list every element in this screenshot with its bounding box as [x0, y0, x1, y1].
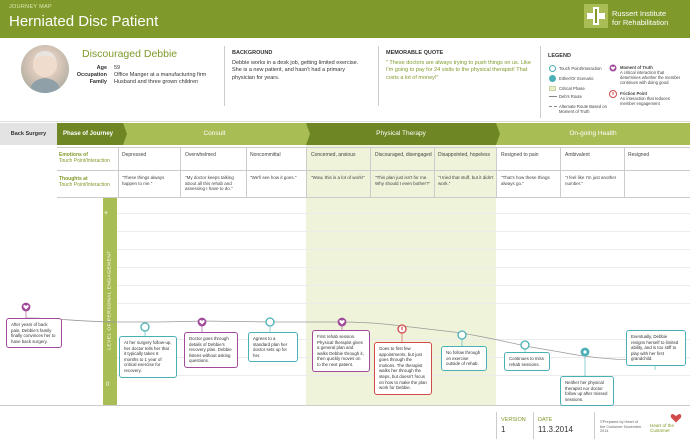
age-label: Age	[96, 65, 107, 71]
emotion-cell: Depressed	[122, 152, 147, 158]
emotion-cell: Disappointed, hopeless	[438, 152, 490, 158]
touchpoint-callout: At her surgery follow-up, her doctor tells her that it typically takes 6 months to 1 year of critical exercise for recovery.	[119, 336, 177, 378]
touchpoint-callout: Doctor goes through details of Debbie's recovery plan. Debbie listens without asking questions.	[184, 332, 238, 368]
legend-moment-of-truth: Moment of Truth	[620, 65, 653, 70]
legend-debs-route: Deb's Route	[559, 94, 582, 99]
touchpoint-icon	[140, 322, 150, 332]
either-or-icon	[580, 347, 590, 357]
touchpoint-icon	[265, 317, 275, 327]
touchpoint-icon	[520, 340, 530, 350]
touchpoint-callout: First rehab session. Physical therapist gives a general plan and walks Debbie through it, then quickly moves on to the next patient.	[312, 330, 370, 372]
family-value: Husband and three grown children	[114, 79, 199, 85]
engagement-plus: +	[104, 210, 109, 217]
version-value: 1	[501, 425, 506, 434]
touchpoint-callout: Eventually, Debbie resigns herself to limited ability, and is too stiff to play with her first grandchild.	[626, 330, 686, 366]
legend-title: LEGEND	[548, 53, 571, 59]
thought-cell: "My doctor keeps talking about all this rehab and assessing I have to do."	[185, 175, 234, 192]
brand-name: Heart of the Customer	[650, 423, 675, 434]
legend-touchpoint: Touch Point/Interaction	[559, 66, 602, 71]
friction-point-icon	[397, 324, 407, 334]
heart-logo-icon	[670, 413, 682, 423]
legend-friction-point: Friction Point	[620, 91, 647, 96]
emotion-cell: Discouraged, disengaged	[375, 152, 432, 158]
engagement-axis-label: LEVEL OF PERSONAL ENGAGEMENT	[107, 250, 113, 350]
map-kicker: JOURNEY MAP	[9, 4, 52, 10]
thoughts-label-2: Touch Point/Interaction	[59, 182, 110, 188]
thought-cell: "I tried that stuff, but it didn't work."	[438, 175, 494, 186]
thought-cell: "We'll see how it goes."	[250, 175, 297, 180]
occupation-label: Occupation	[76, 72, 107, 78]
legend-alt-route: Alternate Route Based on Moment of Truth	[559, 104, 607, 114]
touchpoint-callout: Agrees to a standard plan her doctor sets up for her.	[248, 332, 298, 362]
thought-cell: "I feel like I'm just another number."	[565, 175, 617, 186]
legend-either-or: Either/Or Scenario	[559, 76, 594, 81]
engagement-zero: 0	[106, 382, 110, 388]
emotion-cell: Overwhelmed	[185, 152, 216, 158]
persona-name: Discouraged Debbie	[82, 48, 178, 60]
thought-cell: "This plan just isn't for me. Why should I even bother?"	[375, 175, 431, 186]
touchpoint-callout: No follow through on exercise outside of rehab.	[441, 346, 487, 371]
background-text: Debbie works in a desk job, getting limited exercise. She is a new patient, and hasn't had a primary physician for years.	[232, 60, 359, 81]
emotions-label-2: Touch Point/Interaction	[59, 158, 110, 164]
version-label: VERSION	[501, 417, 526, 423]
touchpoint-icon	[457, 330, 467, 340]
family-label: Family	[89, 79, 107, 85]
thought-cell: "These things always happen to me."	[122, 175, 165, 186]
legend-critical-phase: Critical Phase	[559, 86, 585, 91]
thoughts-label-1: Thoughts at	[59, 176, 88, 182]
emotion-cell: Noncommittal	[250, 152, 281, 158]
phase-consult: Consult	[123, 123, 306, 145]
background-heading: BACKGROUND	[232, 50, 273, 56]
thought-cell: "Wow, this is a lot of work!"	[311, 175, 365, 180]
moment-of-truth-icon	[21, 302, 31, 312]
legend-friction-desc: An interaction that reduces member engagement	[620, 96, 670, 106]
quote-heading: MEMORABLE QUOTE	[386, 50, 444, 56]
date-value: 11.3.2014	[538, 425, 573, 434]
emotion-cell: Concerned, anxious	[311, 152, 356, 158]
emotions-label-1: Emotions of	[59, 152, 88, 158]
legend-moment-desc: A critical interaction that determines whether the member continues with doing good.	[620, 70, 681, 85]
date-label: DATE	[538, 417, 553, 423]
quote-text: " These doctors are always trying to push things on us. Like I'm going to pay for 24 visits to the physical therapist! That costs a lot of money!"	[386, 60, 531, 81]
credit-text: ©Prepared by Heart of the Customer November 2014	[600, 420, 642, 433]
age-value: 59	[114, 65, 121, 71]
phase-physical-therapy: Physical Therapy	[306, 123, 496, 145]
touchpoint-callout: Continues to miss rehab sessions.	[504, 352, 550, 371]
thought-cell: "That's how these things always go."	[501, 175, 550, 186]
back-surgery-label: Back Surgery	[0, 123, 57, 145]
touchpoint-callout: Goes to first few appointments, but just goes through the motions. The therapist walks her through the steps, but doesn't focus on how to make the plan work for Debbie.	[374, 342, 432, 395]
emotion-cell: Resigned to pain	[501, 152, 539, 158]
emotion-cell: Ambivalent	[565, 152, 590, 158]
phase-of-journey-label: Phase of Journey	[57, 123, 123, 145]
touchpoint-callout: After years of back pain, Debbie's family finally convinces her to have back surgery.	[6, 318, 62, 348]
page-title: Herniated Disc Patient	[9, 13, 159, 30]
phase-ongoing-health: On-going Health	[496, 123, 690, 145]
moment-of-truth-icon	[337, 317, 347, 327]
moment-of-truth-icon	[197, 317, 207, 327]
occupation-value: Office Manger at a manufacturing firm	[114, 72, 207, 78]
touchpoint-callout: Neither her physical therapist nor doctor follow up after missed sessions.	[560, 376, 614, 406]
org-line-1: Russert Institute	[612, 9, 667, 18]
emotion-cell: Resigned	[628, 152, 650, 158]
org-line-2: for Rehabilitation	[612, 18, 669, 27]
